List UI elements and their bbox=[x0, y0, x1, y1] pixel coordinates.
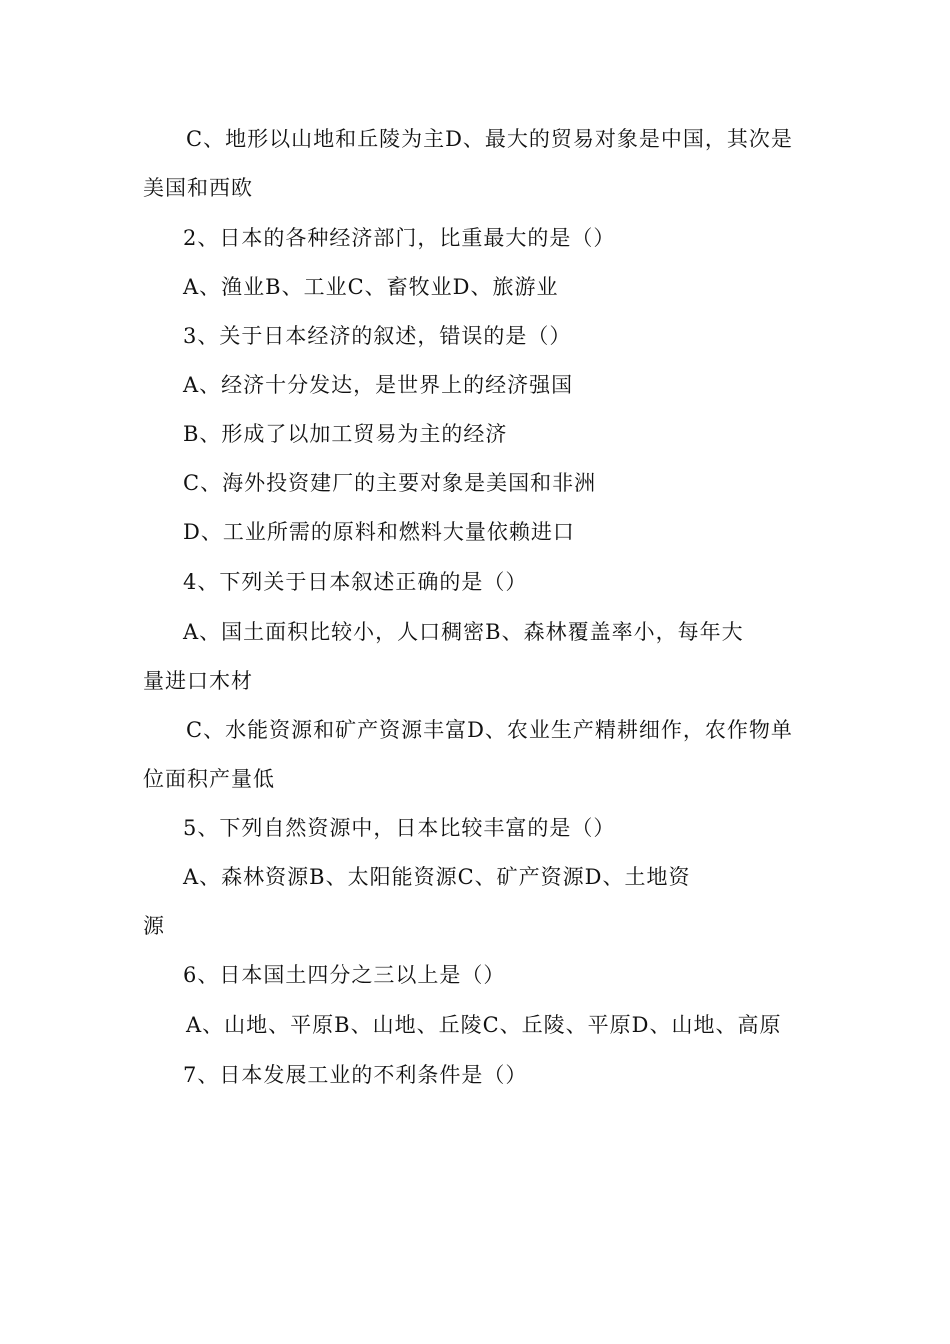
question-line: 2、日本的各种经济部门，比重最大的是（） bbox=[183, 226, 616, 250]
text-line: 源 bbox=[143, 914, 165, 938]
question-line: 5、下列自然资源中，日本比较丰富的是（） bbox=[183, 816, 616, 840]
option-line: D、工业所需的原料和燃料大量依赖进口 bbox=[183, 520, 575, 544]
text-line: 美国和西欧 bbox=[143, 176, 253, 200]
option-line: A、国土面积比较小，人口稠密B、森林覆盖率小，每年大 bbox=[183, 620, 744, 644]
question-line: 6、日本国土四分之三以上是（） bbox=[183, 963, 506, 987]
option-line: C、水能资源和矿产资源丰富D、农业生产精耕细作，农作物单 bbox=[186, 718, 793, 742]
option-line: A、经济十分发达，是世界上的经济强国 bbox=[183, 373, 574, 397]
question-line: 7、日本发展工业的不利条件是（） bbox=[183, 1063, 528, 1087]
option-line: A、渔业B、工业C、畜牧业D、旅游业 bbox=[183, 275, 559, 299]
question-line: 4、下列关于日本叙述正确的是（） bbox=[183, 570, 528, 594]
option-line: A、森林资源B、太阳能资源C、矿产资源D、土地资 bbox=[183, 865, 691, 889]
option-line: B、形成了以加工贸易为主的经济 bbox=[183, 422, 508, 446]
option-line: A、山地、平原B、山地、丘陵C、丘陵、平原D、山地、高原 bbox=[186, 1013, 782, 1037]
text-line: 位面积产量低 bbox=[143, 767, 275, 791]
option-line: C、海外投资建厂的主要对象是美国和非洲 bbox=[183, 471, 597, 495]
question-line: 3、关于日本经济的叙述，错误的是（） bbox=[183, 324, 572, 348]
text-line: C、地形以山地和丘陵为主D、最大的贸易对象是中国，其次是 bbox=[186, 127, 793, 151]
text-line: 量进口木材 bbox=[143, 669, 253, 693]
